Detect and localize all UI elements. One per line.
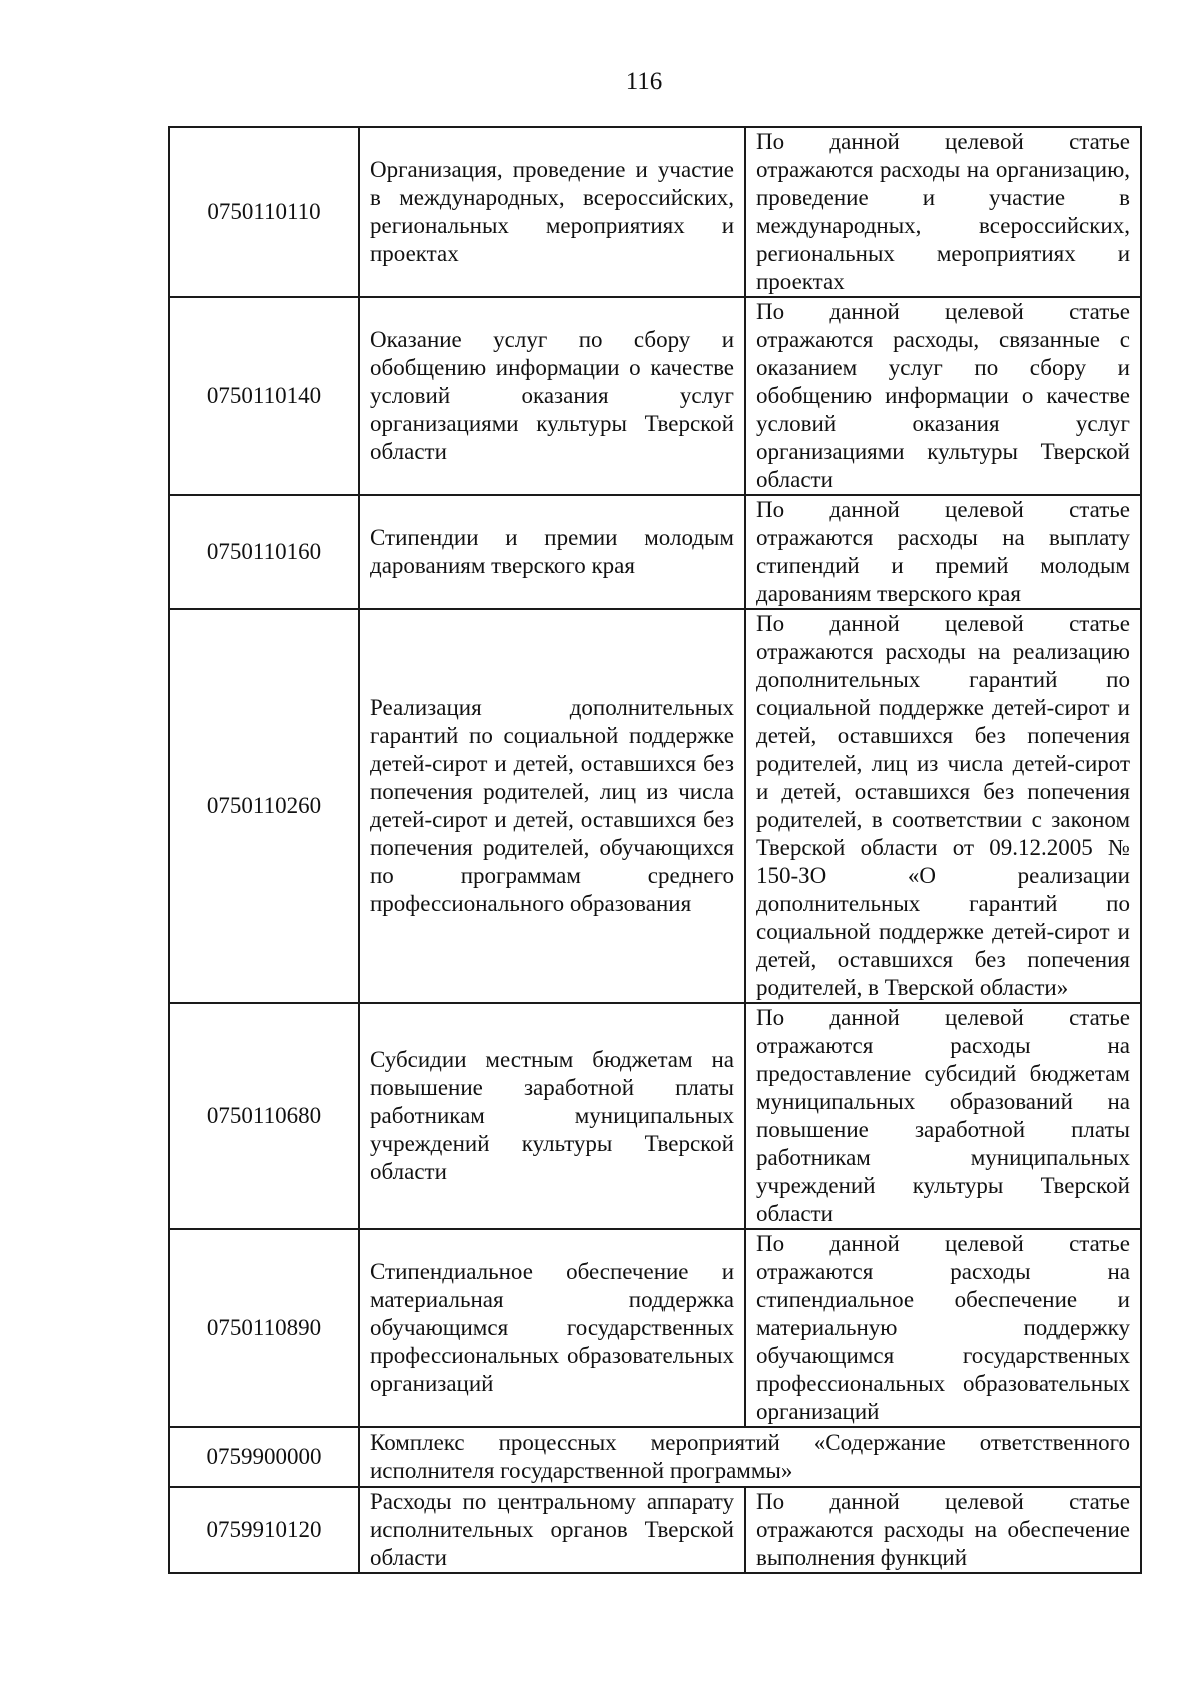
row-description: По данной целевой статье отражаются расходы на реализацию дополнительных гарантий по социальной поддержке детей-сирот и детей, оставшихся без попечения родителей, лиц из числа детей-сирот и детей, оставшихся без попечения родителей, в соответствии с законом Тверской области от 09.12.2005 № 150-ЗО «О реализации дополнительных гарантий по социальной поддержке детей-сирот и детей, оставшихся без попечения родителей, в Тверской области» bbox=[745, 609, 1141, 1003]
table-row bbox=[169, 1003, 1141, 1229]
row-name: Стипендии и премии молодым дарованиям тверского края bbox=[359, 495, 745, 609]
row-section-title: Комплекс процессных мероприятий «Содержание ответственного исполнителя государственной программы» bbox=[359, 1427, 1141, 1487]
row-name: Организация, проведение и участие в международных, всероссийских, региональных мероприятиях и проектах bbox=[359, 127, 745, 297]
row-name: Стипендиальное обеспечение и материальная поддержка обучающимся государственных профессиональных образовательных организаций bbox=[359, 1229, 745, 1427]
row-description: По данной целевой статье отражаются расходы на предоставление субсидий бюджетам муниципальных образований на повышение заработной платы работникам муниципальных учреждений культуры Тверской области bbox=[745, 1003, 1141, 1229]
table-row bbox=[169, 495, 1141, 609]
row-code: 0759900000 bbox=[169, 1427, 359, 1487]
row-name: Реализация дополнительных гарантий по социальной поддержке детей-сирот и детей, оставшихся без попечения родителей, лиц из числа детей-сирот и детей, оставшихся без попечения родителей, обучающихся по программам среднего профессионального образования bbox=[359, 609, 745, 1003]
table-row bbox=[169, 297, 1141, 495]
row-code: 0750110140 bbox=[169, 297, 359, 495]
row-description: По данной целевой статье отражаются расходы на выплату стипендий и премий молодым дарованиям тверского края bbox=[745, 495, 1141, 609]
row-code: 0750110160 bbox=[169, 495, 359, 609]
row-code: 0750110890 bbox=[169, 1229, 359, 1427]
table-row bbox=[169, 1487, 1141, 1573]
row-code: 0750110110 bbox=[169, 127, 359, 297]
row-code: 0750110260 bbox=[169, 609, 359, 1003]
row-name: Оказание услуг по сбору и обобщению информации о качестве условий оказания услуг организациями культуры Тверской области bbox=[359, 297, 745, 495]
row-description: По данной целевой статье отражаются расходы, связанные с оказанием услуг по сбору и обобщению информации о качестве условий оказания услуг организациями культуры Тверской области bbox=[745, 297, 1141, 495]
row-name: Расходы по центральному аппарату исполнительных органов Тверской области bbox=[359, 1487, 745, 1573]
table-row bbox=[169, 1427, 1141, 1487]
row-description: По данной целевой статье отражаются расходы на стипендиальное обеспечение и материальную поддержку обучающимся государственных профессиональных образовательных организаций bbox=[745, 1229, 1141, 1427]
row-name: Субсидии местным бюджетам на повышение заработной платы работникам муниципальных учреждений культуры Тверской области bbox=[359, 1003, 745, 1229]
table-row bbox=[169, 609, 1141, 1003]
row-description: По данной целевой статье отражаются расходы на обеспечение выполнения функций bbox=[745, 1487, 1141, 1573]
table-row bbox=[169, 127, 1141, 297]
row-code: 0750110680 bbox=[169, 1003, 359, 1229]
table-row bbox=[169, 1229, 1141, 1427]
target-articles-table bbox=[168, 126, 1142, 1574]
row-description: По данной целевой статье отражаются расходы на организацию, проведение и участие в международных, всероссийских, региональных мероприятиях и проектах bbox=[745, 127, 1141, 297]
page-number: 116 bbox=[625, 68, 663, 95]
row-code: 0759910120 bbox=[169, 1487, 359, 1573]
